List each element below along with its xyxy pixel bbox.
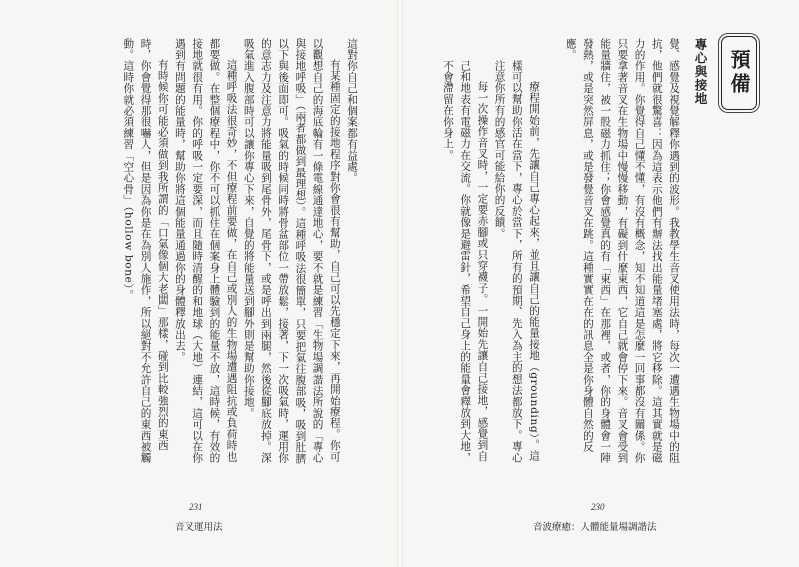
left-paragraph-1: 這對你自己和個案都有益處。 xyxy=(346,38,358,184)
right-page xyxy=(402,0,799,567)
left-paragraph-4: 有時候你可能必須做到我所謂的「口氣像個大老闆」那樣，碰到比較強烈的東西時，你會覺得那很嚇人，但是因為你是在為別人施作，所以絕對不允許自己的東西被觸動。這時你就必須練習「空心骨」（hollow bone）。 xyxy=(122,38,169,464)
right-paragraph-2: 每一次操作音叉時，一定要赤腳或只穿襪子。一開始先讓自己接地，感覺到自己和地表有電磁力在交流。你就像是避雷針，希望自己身上的能量會釋放到大地，不會滯留在你身上。 xyxy=(441,60,489,464)
right-page-lead xyxy=(552,38,682,468)
right-page-number: 230 xyxy=(591,502,605,512)
section-heading-box xyxy=(721,36,757,110)
right-page-body xyxy=(408,60,542,468)
right-lead-paragraph: 覺、感覺及視覺解釋你遇到的波形。我教學生音叉使用法時，每次一遭遇生物場中的阻抗，他們就很驚喜：因為這表示他們有辦法找出能量堵塞處，將它移除。這其實就是磁力的作用。你覺得自己懂不懂，有沒有概念，知不知道這是怎麼一回事都沒有關係。你只要拿著音叉在生物場中慢慢移動，有礙到什麼東西，它自己就會停下來。音叉會受到能量牆住，被一股磁力抓住；你會感覺真的有「東西」在那裡，或者，你的身體會一陣發熱，或是突然屏息，或是發覺音叉在跳。這種實實在在的訊息全是你身體自然的反應。 xyxy=(564,38,680,464)
left-page-body xyxy=(62,38,360,468)
left-paragraph-2: 有某種固定的接地程序對你會很有幫助，自己可以先穩定下來，再開始療程。你可以觀想自己的海底輪有一條電線通達地心，要不就是練習「生物場調諧法所說的「專心與接地呼吸」（兩者都做到最理想）。這種呼吸法很簡單，只要把氣往腹部吸，吸到肚臍以下與後面即可。吸氣的時候同時將骨盆部位一帶放鬆，接著，下一次吸氣時，運用你的意志力及注意力將能量吸到尾骨外，尾骨下，或是呼出到兩腿，然後從腳底放掉。深吸氣進入腹部時可以讓你專心下來，自覺的將能量送到腳外則是幫助你接地。 xyxy=(242,38,341,465)
left-paragraph-3: 這種呼吸法很奇妙，不但療程前要做，在自己或別人的生物場遭遇阻抗或負荷時也都要做。在整個療程中，你不可以抓住在個案身上體驗到的能量不放，這時候，有效的接地就很有用。你的呼吸一定要深，而且隨時清醒的和地球（大地）連結，這可以在你遇到有問題的能量時，幫助你將這個能量通過你的身體釋放出去。 xyxy=(173,38,238,464)
section-heading: 預備 xyxy=(727,49,751,97)
left-page xyxy=(0,0,399,567)
left-running-head: 音叉運用法 xyxy=(175,522,223,533)
right-paragraph-1: 療程開始前，先讓自己專心起來，並且讓自己的能量接地（grounding）。這樣可以幫助你活在當下，專心於當下，所有的預期、先入為主的想法都放下。專心注意你所有的感官可能給你的反饋。 xyxy=(493,60,540,464)
section-subheading: 專心與接地 xyxy=(693,38,708,106)
right-running-head: 音波療癒：人體能量場調諧法 xyxy=(533,522,657,533)
left-page-number: 231 xyxy=(189,502,203,512)
